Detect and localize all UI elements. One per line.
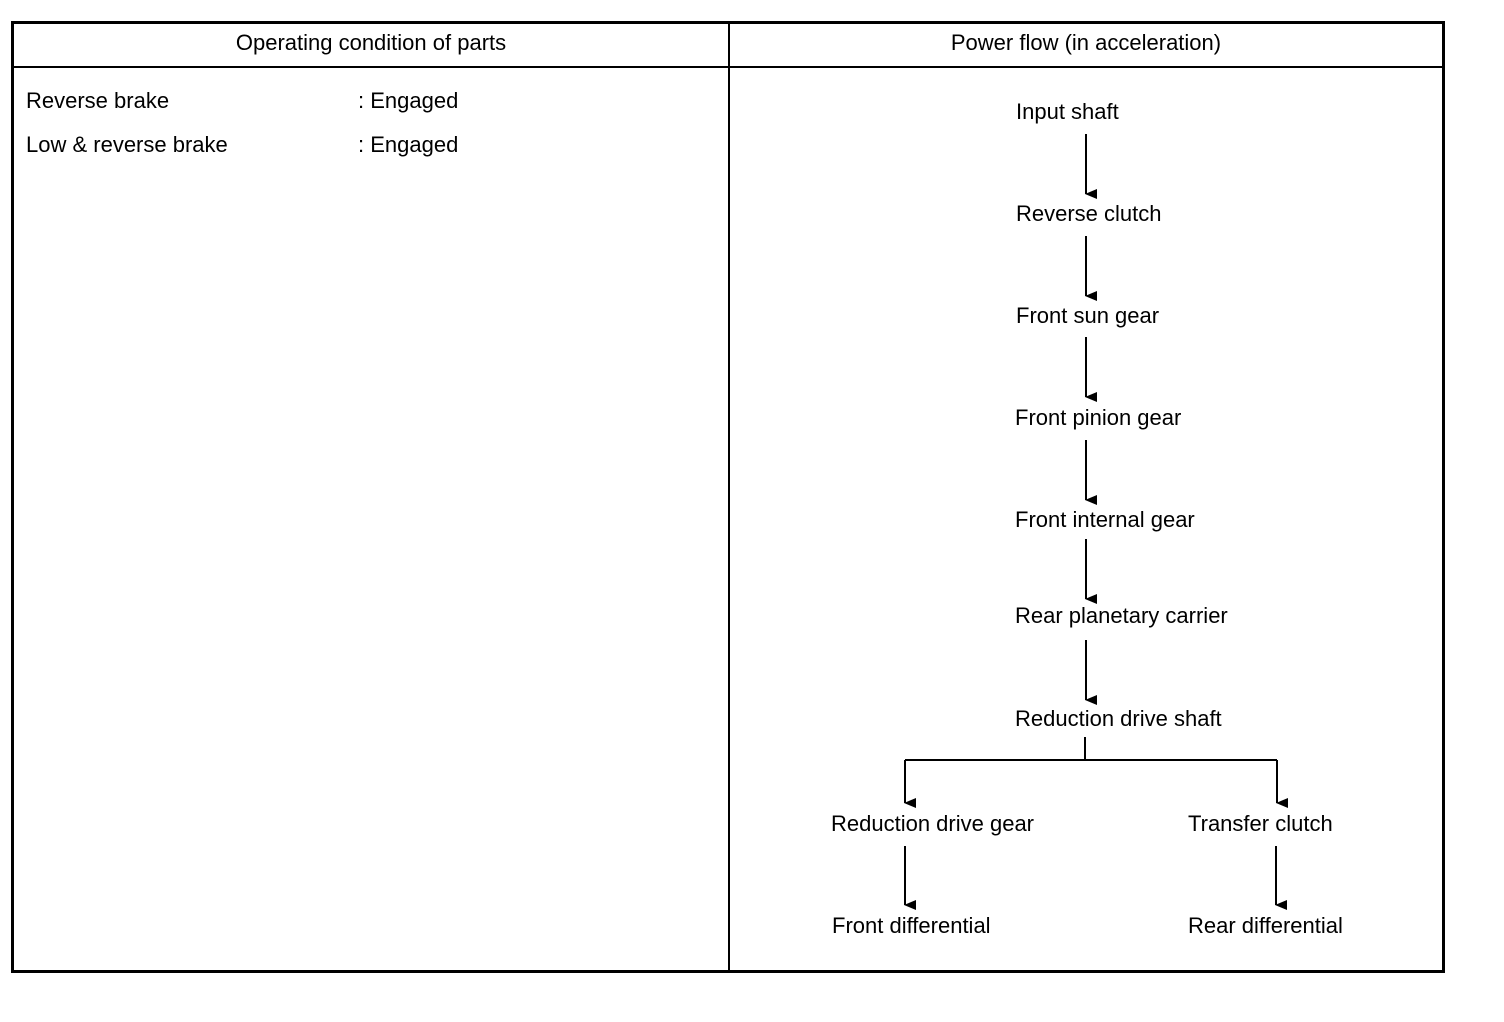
- node-rear-differential: Rear differential: [1188, 913, 1343, 938]
- node-transfer-clutch: Transfer clutch: [1188, 811, 1333, 836]
- node-reduction-drive-shaft: Reduction drive shaft: [1015, 706, 1222, 731]
- node-rear-planetary-carrier: Rear planetary carrier: [1015, 603, 1228, 628]
- node-front-pinion-gear: Front pinion gear: [1015, 405, 1182, 430]
- node-reduction-drive-gear: Reduction drive gear: [831, 811, 1035, 836]
- node-front-internal-gear: Front internal gear: [1015, 507, 1195, 532]
- node-front-differential: Front differential: [832, 913, 991, 938]
- node-front-sun-gear: Front sun gear: [1016, 303, 1160, 328]
- condition-state-low-reverse-brake: : Engaged: [358, 132, 459, 157]
- node-reverse-clutch: Reverse clutch: [1016, 201, 1162, 226]
- header-operating-condition: Operating condition of parts: [235, 30, 507, 55]
- node-input-shaft: Input shaft: [1016, 99, 1119, 124]
- condition-part-reverse-brake: Reverse brake: [26, 88, 170, 113]
- header-power-flow: Power flow (in acceleration): [950, 30, 1222, 55]
- condition-part-low-reverse-brake: Low & reverse brake: [26, 132, 228, 157]
- condition-state-reverse-brake: : Engaged: [358, 88, 459, 113]
